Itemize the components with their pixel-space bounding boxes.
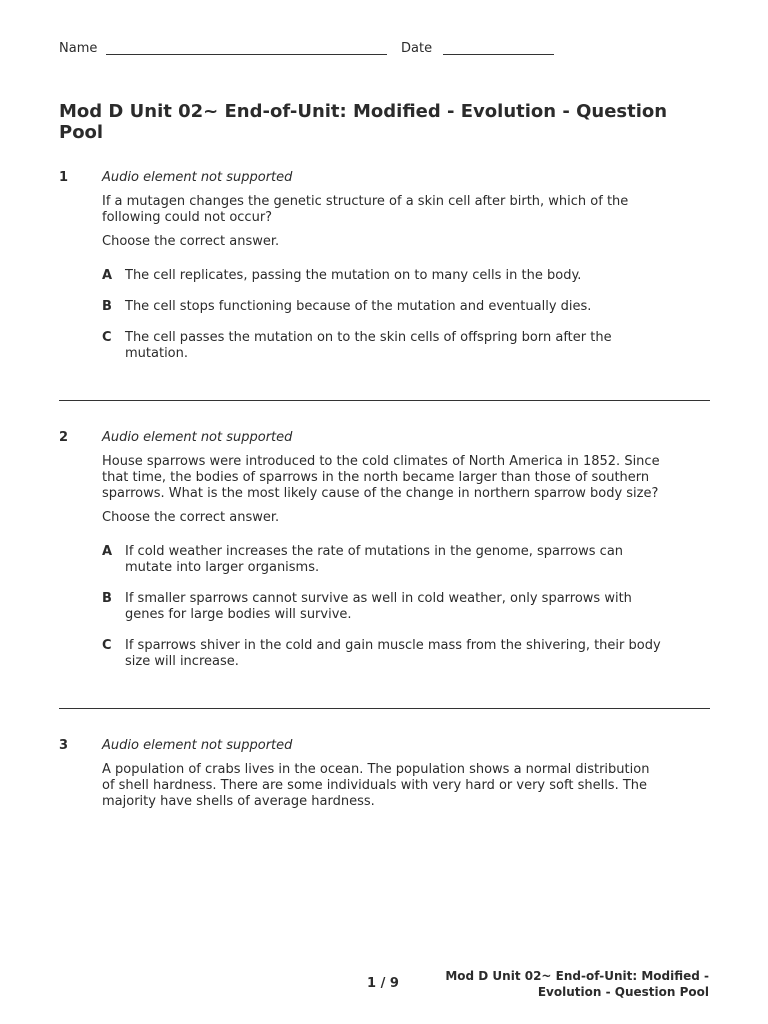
option-text: If smaller sparrows cannot survive as well in cold weather, only sparrows with genes for large bodies will survive. [125,591,632,622]
question-2 [59,430,709,685]
option-letter: C [102,638,112,653]
option-text: If sparrows shiver in the cold and gain muscle mass from the shivering, their body size will increase. [125,638,661,669]
option-text: The cell stops functioning because of the mutation and eventually dies. [125,299,592,314]
date-blank-line [443,54,554,55]
question-stem: A population of crabs lives in the ocean. The population shows a normal distribution of shell hardness. There are some individuals with very hard or very soft shells. The majority have shells of average hardness. [102,762,650,809]
question-divider [59,708,710,709]
option-letter: B [102,299,112,314]
answer-option-b[interactable] [102,299,662,315]
option-text: The cell replicates, passing the mutation on to many cells in the body. [125,268,582,283]
answer-option-a[interactable] [102,544,662,576]
option-letter: A [102,268,113,283]
question-number: 1 [59,170,69,185]
footer-title [409,968,709,1000]
question-number: 2 [59,430,69,445]
answer-option-a[interactable] [102,268,662,284]
audio-unsupported-notice: Audio element not supported [102,430,293,445]
name-date-header [59,41,709,59]
option-letter: A [102,544,113,559]
option-text: The cell passes the mutation on to the skin cells of offspring born after the mutation. [125,330,612,361]
question-1 [59,170,709,377]
answer-option-c[interactable] [102,638,662,670]
option-letter: C [102,330,112,345]
answer-option-b[interactable] [102,591,662,623]
answer-option-c[interactable] [102,330,662,362]
name-blank-line [106,54,387,55]
option-letter: B [102,591,112,606]
audio-unsupported-notice: Audio element not supported [102,170,293,185]
question-number: 3 [59,738,69,753]
name-label: Name [59,41,98,56]
question-instruction: Choose the correct answer. [102,234,280,249]
date-label: Date [401,41,433,56]
footer-title-line-2: Evolution - Question Pool [537,985,709,999]
page-title: Mod D Unit 02~ End-of-Unit: Modified - Evolution - Question Pool [59,101,668,143]
question-3 [59,738,709,818]
question-instruction: Choose the correct answer. [102,510,280,525]
page-number: 1 / 9 [367,976,399,991]
question-stem: If a mutagen changes the genetic structure of a skin cell after birth, which of the following could not occur? [102,194,629,225]
question-divider [59,400,710,401]
option-text: If cold weather increases the rate of mutations in the genome, sparrows can mutate into larger organisms. [125,544,624,575]
question-stem: House sparrows were introduced to the cold climates of North America in 1852. Since that time, the bodies of sparrows in the north became larger than those of southern sparrows. What is the most likely cause of the change in northern sparrow body size? [102,454,660,501]
footer-title-line-1: Mod D Unit 02~ End-of-Unit: Modified - [445,969,709,983]
audio-unsupported-notice: Audio element not supported [102,738,293,753]
